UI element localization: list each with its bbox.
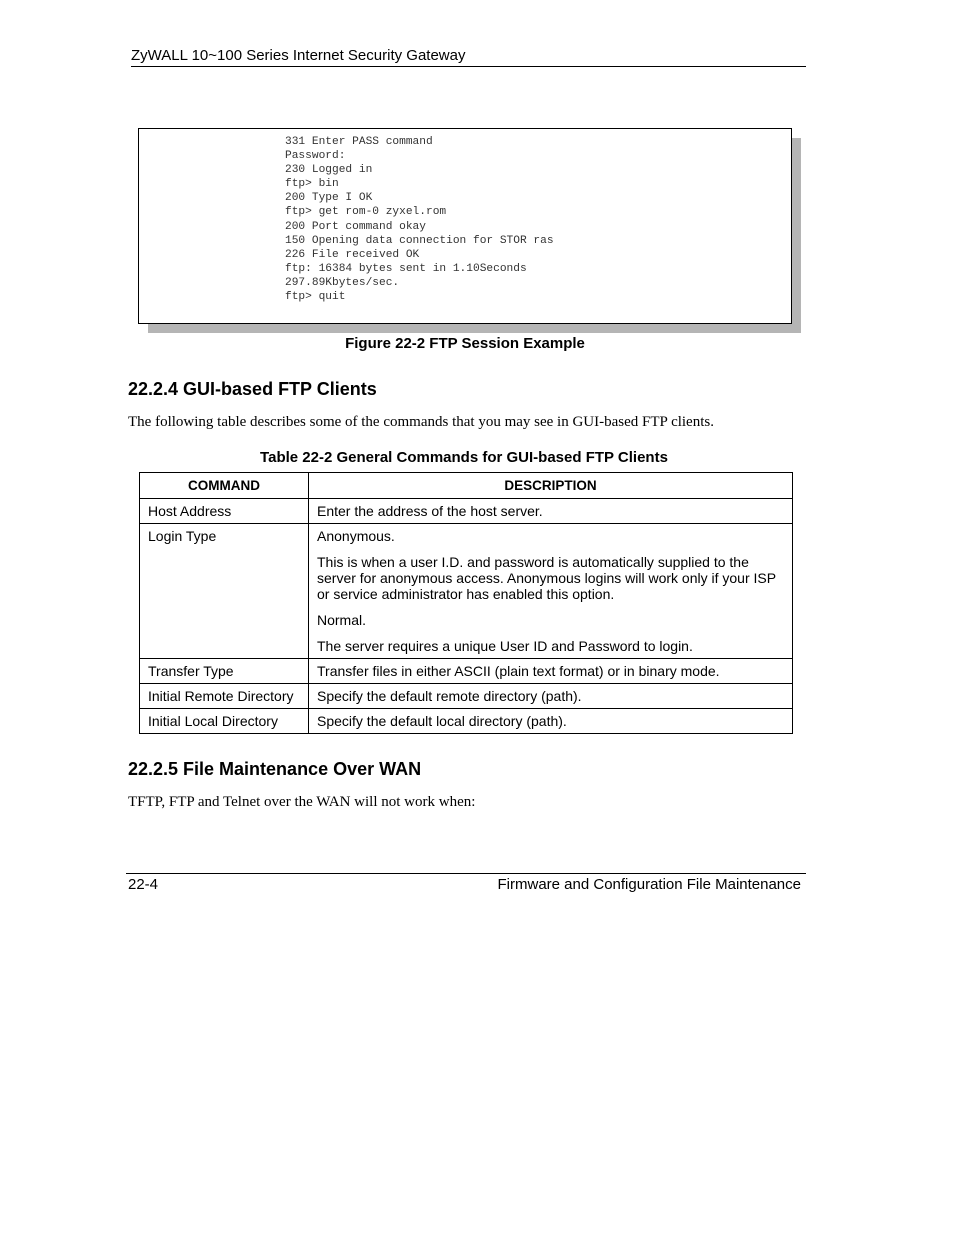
table-header-row bbox=[140, 473, 793, 499]
code-line: 150 Opening data connection for STOR ras bbox=[285, 234, 554, 247]
command-cell: Host Address bbox=[140, 499, 309, 524]
description-text: Specify the default local directory (path). bbox=[317, 713, 567, 729]
description-text: This is when a user I.D. and password is automatically supplied to the server for anonymous access. Anonymous logins will work only if your ISP or service administrator has enabled this option. bbox=[317, 554, 776, 602]
code-block bbox=[285, 135, 554, 304]
table-row bbox=[140, 524, 793, 659]
page-header bbox=[131, 47, 806, 67]
description-cell bbox=[309, 499, 793, 524]
description-cell bbox=[309, 659, 793, 684]
table-caption: Table 22-2 General Commands for GUI-based FTP Clients bbox=[260, 449, 668, 466]
code-line: 297.89Kbytes/sec. bbox=[285, 276, 400, 289]
code-line: 331 Enter PASS command bbox=[285, 136, 433, 148]
chapter-title: Firmware and Configuration File Maintenance bbox=[497, 876, 801, 893]
code-line: 200 Type I OK bbox=[285, 192, 373, 205]
column-header-description: DESCRIPTION bbox=[309, 473, 793, 499]
description-cell bbox=[309, 709, 793, 734]
command-cell: Login Type bbox=[140, 524, 309, 659]
ftp-commands-table bbox=[139, 472, 793, 734]
table-row bbox=[140, 684, 793, 709]
table-row bbox=[140, 659, 793, 684]
description-text: Enter the address of the host server. bbox=[317, 503, 543, 519]
section-intro-wan: TFTP, FTP and Telnet over the WAN will not work when: bbox=[128, 794, 476, 810]
code-line: 230 Logged in bbox=[285, 164, 373, 177]
section-intro-gui-ftp: The following table describes some of the commands that you may see in GUI-based FTP clients. bbox=[128, 414, 714, 430]
description-cell bbox=[309, 524, 793, 659]
description-text: Normal. bbox=[317, 612, 367, 628]
command-cell: Initial Local Directory bbox=[140, 709, 309, 734]
code-line: ftp> bin bbox=[285, 178, 339, 191]
description-text: Transfer files in either ASCII (plain text format) or in binary mode. bbox=[317, 663, 720, 679]
command-cell: Initial Remote Directory bbox=[140, 684, 309, 709]
description-cell bbox=[309, 684, 793, 709]
description-text: Anonymous. bbox=[317, 528, 395, 544]
code-line: ftp> quit bbox=[285, 291, 346, 304]
page-number: 22-4 bbox=[128, 876, 159, 893]
header-title: ZyWALL 10~100 Series Internet Security Gateway bbox=[131, 47, 466, 64]
section-heading-gui-ftp-clients: 22.2.4 GUI-based FTP Clients bbox=[128, 379, 377, 399]
section-heading-file-maintenance-wan: 22.2.5 File Maintenance Over WAN bbox=[128, 759, 422, 779]
figure-caption: Figure 22-2 FTP Session Example bbox=[345, 335, 585, 352]
code-line: ftp: 16384 bytes sent in 1.10Seconds bbox=[285, 262, 527, 275]
description-text: Specify the default remote directory (path). bbox=[317, 688, 582, 704]
description-text: The server requires a unique User ID and Password to login. bbox=[317, 638, 693, 654]
code-line: ftp> get rom-0 zyxel.rom bbox=[285, 206, 447, 219]
column-header-command: COMMAND bbox=[140, 473, 309, 499]
command-cell: Transfer Type bbox=[140, 659, 309, 684]
table-row bbox=[140, 499, 793, 524]
table-row bbox=[140, 709, 793, 734]
code-line: 226 File received OK bbox=[285, 248, 420, 261]
page-footer bbox=[126, 873, 806, 894]
code-line: 200 Port command okay bbox=[285, 220, 426, 233]
ftp-session-figure bbox=[138, 128, 792, 324]
code-line: Password: bbox=[285, 150, 346, 163]
